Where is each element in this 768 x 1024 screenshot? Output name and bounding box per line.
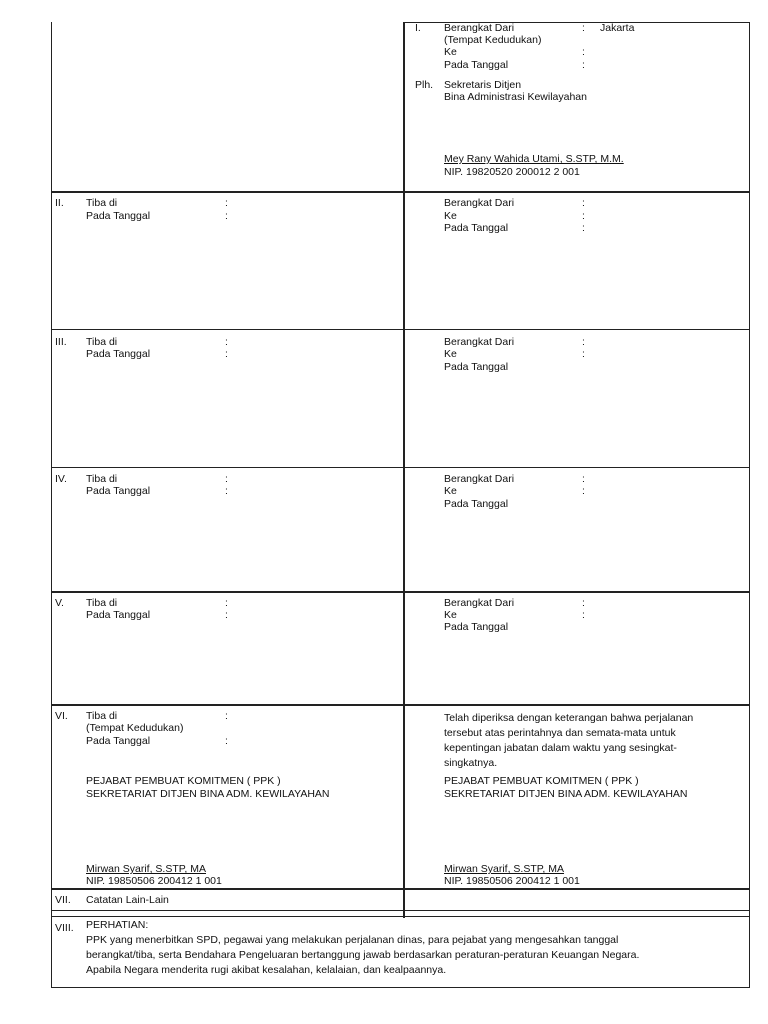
perhatian-line-2: berangkat/tiba, serta Bendahara Pengeluaran bertanggung jawab berdasarkan peraturan-peraturan Keuangan Negara. bbox=[86, 949, 640, 961]
ke-label: Ke bbox=[444, 348, 457, 360]
tiba-di-label: Tiba di bbox=[86, 710, 118, 722]
divider-vii-bottom-b bbox=[51, 916, 750, 917]
tiba-di-label: Tiba di bbox=[86, 473, 118, 485]
pada-tanggal-label: Pada Tanggal bbox=[444, 222, 509, 234]
left-border bbox=[51, 22, 52, 988]
perhatian-title: PERHATIAN: bbox=[86, 919, 149, 931]
ppk-signer-name-right: Mirwan Syarif, S.STP, MA bbox=[444, 863, 565, 875]
tempat-kedudukan-label: (Tempat Kedudukan) bbox=[444, 34, 542, 46]
tiba-di-label: Tiba di bbox=[86, 597, 118, 609]
ppk-signer-nip-right: NIP. 19850506 200412 1 001 bbox=[444, 875, 580, 887]
ppk-signer-name-left: Mirwan Syarif, S.STP, MA bbox=[86, 863, 207, 875]
official-title-1: Sekretaris Ditjen bbox=[444, 79, 522, 91]
plh-label: Plh. bbox=[415, 79, 434, 91]
pada-tanggal-colon: : bbox=[225, 609, 228, 621]
verification-text-line-3: kepentingan jabatan dalam waktu yang sesingkat- bbox=[444, 742, 677, 754]
divider-iii bbox=[51, 329, 750, 330]
ppk-title-right-1: PEJABAT PEMBUAT KOMITMEN ( PPK ) bbox=[444, 775, 639, 787]
ke-colon: : bbox=[582, 485, 585, 497]
divider-iv bbox=[51, 467, 750, 468]
pada-tanggal-label: Pada Tanggal bbox=[86, 735, 151, 747]
perhatian-line-3: Apabila Negara menderita rugi akibat kesalahan, kelalaian, dan kealpaannya. bbox=[86, 964, 447, 976]
roman-iii: III. bbox=[55, 336, 67, 348]
roman-vii: VII. bbox=[55, 894, 71, 906]
ke-colon: : bbox=[582, 609, 585, 621]
berangkat-dari-value: Jakarta bbox=[600, 22, 635, 34]
berangkat-dari-colon: : bbox=[582, 197, 585, 209]
berangkat-dari-label: Berangkat Dari bbox=[444, 597, 515, 609]
official-title-2: Bina Administrasi Kewilayahan bbox=[444, 91, 587, 103]
pada-tanggal-colon: : bbox=[225, 210, 228, 222]
perhatian-line-1: PPK yang menerbitkan SPD, pegawai yang melakukan perjalanan dinas, para pejabat yang mengesahkan tanggal bbox=[86, 934, 619, 946]
ke-label: Ke bbox=[444, 485, 457, 497]
tiba-di-colon: : bbox=[225, 597, 228, 609]
tiba-di-colon: : bbox=[225, 336, 228, 348]
roman-iv: IV. bbox=[55, 473, 67, 485]
verification-text-line-2: tersebut atas perintahnya dan semata-mata untuk bbox=[444, 727, 676, 739]
divider-v bbox=[51, 591, 750, 593]
middle-divider bbox=[403, 22, 405, 918]
berangkat-dari-colon: : bbox=[582, 336, 585, 348]
verification-text-line-1: Telah diperiksa dengan keterangan bahwa perjalanan bbox=[444, 712, 694, 724]
pada-tanggal-label: Pada Tanggal bbox=[86, 348, 151, 360]
right-border bbox=[749, 22, 750, 988]
roman-i: I. bbox=[415, 22, 421, 34]
tiba-di-colon: : bbox=[225, 710, 228, 722]
ke-label: Ke bbox=[444, 609, 457, 621]
ke-label: Ke bbox=[444, 46, 457, 58]
pada-tanggal-label: Pada Tanggal bbox=[86, 485, 151, 497]
ppk-title-left-2: SEKRETARIAT DITJEN BINA ADM. KEWILAYAHAN bbox=[86, 788, 330, 800]
ke-colon: : bbox=[582, 46, 585, 58]
tiba-di-label: Tiba di bbox=[86, 197, 118, 209]
catatan-label: Catatan Lain-Lain bbox=[86, 894, 169, 906]
pada-tanggal-label: Pada Tanggal bbox=[444, 621, 509, 633]
pada-tanggal-label: Pada Tanggal bbox=[86, 609, 151, 621]
berangkat-dari-colon: : bbox=[582, 597, 585, 609]
berangkat-dari-colon: : bbox=[582, 22, 585, 34]
pada-tanggal-colon: : bbox=[225, 485, 228, 497]
berangkat-dari-label: Berangkat Dari bbox=[444, 197, 515, 209]
divider-vii bbox=[51, 888, 750, 890]
pada-tanggal-label: Pada Tanggal bbox=[444, 498, 509, 510]
berangkat-dari-colon: : bbox=[582, 473, 585, 485]
divider-ii bbox=[51, 191, 750, 193]
pada-tanggal-colon: : bbox=[225, 735, 228, 747]
pada-tanggal-label: Pada Tanggal bbox=[86, 210, 151, 222]
pada-tanggal-colon: : bbox=[582, 222, 585, 234]
pada-tanggal-colon: : bbox=[582, 59, 585, 71]
signer-name: Mey Rany Wahida Utami, S.STP, M.M. bbox=[444, 153, 624, 165]
pada-tanggal-label: Pada Tanggal bbox=[444, 361, 509, 373]
signer-nip: NIP. 19820520 200012 2 001 bbox=[444, 166, 580, 178]
verification-text-line-4: singkatnya. bbox=[444, 757, 498, 769]
tiba-di-label: Tiba di bbox=[86, 336, 118, 348]
ke-colon: : bbox=[582, 210, 585, 222]
tempat-kedudukan-label: (Tempat Kedudukan) bbox=[86, 722, 184, 734]
ke-colon: : bbox=[582, 348, 585, 360]
tiba-di-colon: : bbox=[225, 197, 228, 209]
pada-tanggal-colon: : bbox=[225, 348, 228, 360]
divider-vii-bottom-a bbox=[51, 910, 750, 911]
berangkat-dari-label: Berangkat Dari bbox=[444, 336, 515, 348]
ppk-signer-nip-left: NIP. 19850506 200412 1 001 bbox=[86, 875, 222, 887]
ppk-title-left-1: PEJABAT PEMBUAT KOMITMEN ( PPK ) bbox=[86, 775, 281, 787]
berangkat-dari-label: Berangkat Dari bbox=[444, 473, 515, 485]
pada-tanggal-label: Pada Tanggal bbox=[444, 59, 509, 71]
roman-vi: VI. bbox=[55, 710, 68, 722]
roman-viii: VIII. bbox=[55, 922, 74, 934]
ppk-title-right-2: SEKRETARIAT DITJEN BINA ADM. KEWILAYAHAN bbox=[444, 788, 688, 800]
roman-ii: II. bbox=[55, 197, 64, 209]
ke-label: Ke bbox=[444, 210, 457, 222]
divider-vi bbox=[51, 704, 750, 706]
bottom-border bbox=[51, 987, 750, 988]
berangkat-dari-label: Berangkat Dari bbox=[444, 22, 515, 34]
tiba-di-colon: : bbox=[225, 473, 228, 485]
roman-v: V. bbox=[55, 597, 64, 609]
